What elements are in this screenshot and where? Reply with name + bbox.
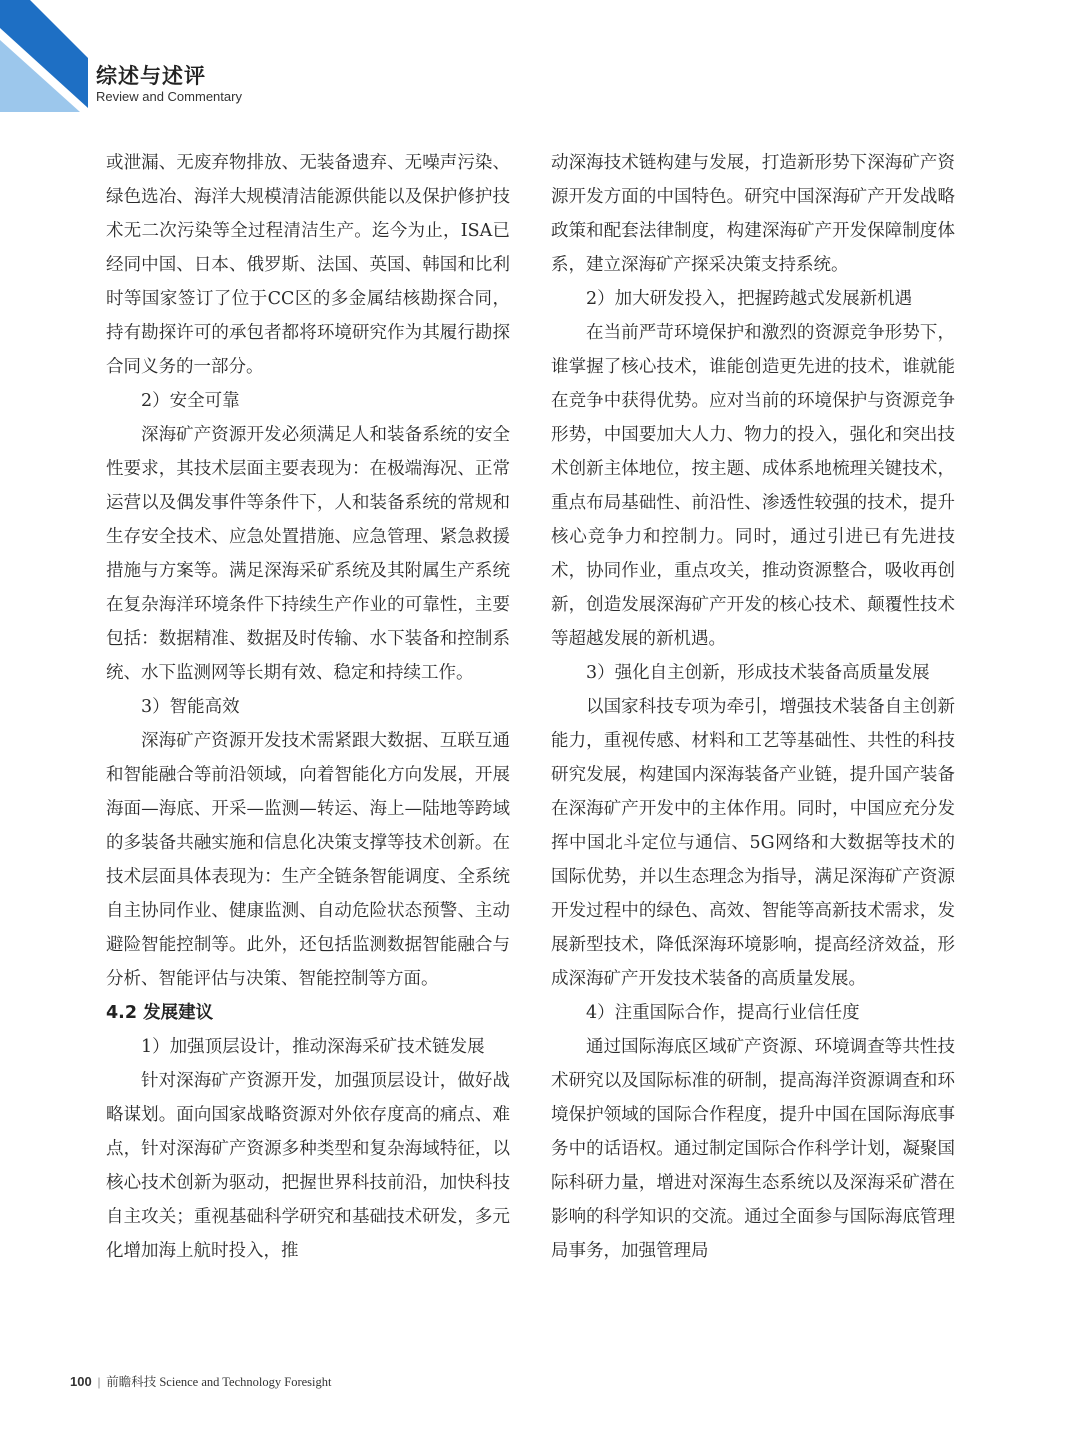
right-column xyxy=(551,146,955,1351)
paragraph: 在当前严苛环境保护和激烈的资源竞争形势下，谁掌握了核心技术，谁能创造更先进的技术，谁就能在竞争中获得优势。应对当前的环境保护与资源竞争形势，中国要加大人力、物力的投入，强化和突出技术创新主体地位，按主题、成体系地梳理关键技术，重点布局基础性、前沿性、渗透性较强的技术，提升核心竞争力和控制力。同时，通过引进已有先进技术，协同作业，重点攻关，推动资源整合，吸收再创新，创造发展深海矿产开发的核心技术、颠覆性技术等超越发展的新机遇。 xyxy=(551,323,955,649)
journal-name-en: Science and Technology Foresight xyxy=(159,1375,332,1389)
paragraph: 针对深海矿产资源开发，加强顶层设计，做好战略谋划。面向国家战略资源对外依存度高的痛点、难点，针对深海矿产资源多种类型和复杂海域特征，以核心技术创新为驱动，把握世界科技前沿，加快科技自主攻关；重视基础科学研究和基础技术研发，多元化增加海上航时投入，推 xyxy=(106,1071,510,1261)
section-heading: 4.2 发展建议 xyxy=(106,1003,214,1023)
corner-decoration xyxy=(0,0,100,112)
section-title: 综述与述评 xyxy=(96,64,206,88)
paragraph: 动深海技术链构建与发展，打造新形势下深海矿产资源开发方面的中国特色。研究中国深海矿产开发战略政策和配套法律制度，构建深海矿产开发保障制度体系，建立深海矿产探采决策支持系统。 xyxy=(551,153,955,275)
left-column xyxy=(106,146,510,1351)
paragraph: 以国家科技专项为牵引，增强技术装备自主创新能力，重视传感、材料和工艺等基础性、共性的科技研究发展，构建国内深海装备产业链，提升国产装备在深海矿产开发中的主体作用。同时，中国应充分发挥中国北斗定位与通信、5G网络和大数据等技术的国际优势，并以生态理念为指导，满足深海矿产资源开发过程中的绿色、高效、智能等高新技术需求，发展新型技术，降低深海环境影响，提高经济效益，形成深海矿产开发技术装备的高质量发展。 xyxy=(551,697,955,989)
paragraph: 深海矿产资源开发必须满足人和装备系统的安全性要求，其技术层面主要表现为：在极端海况、正常运营以及偶发事件等条件下，人和装备系统的常规和生存安全技术、应急处置措施、应急管理、紧急救援措施与方案等。满足深海采矿系统及其附属生产系统在复杂海洋环境条件下持续生产作业的可靠性，主要包括：数据精准、数据及时传输、水下装备和控制系统、水下监测网等长期有效、稳定和持续工作。 xyxy=(106,425,510,683)
footer-separator: | xyxy=(97,1375,101,1389)
subheading: 4）注重国际合作，提高行业信任度 xyxy=(586,1003,860,1023)
subheading: 2）加大研发投入，把握跨越式发展新机遇 xyxy=(586,289,913,309)
subheading: 1）加强顶层设计，推动深海采矿技术链发展 xyxy=(141,1037,485,1057)
subheading: 3）智能高效 xyxy=(141,697,240,717)
paragraph: 深海矿产资源开发技术需紧跟大数据、互联互通和智能融合等前沿领域，向着智能化方向发展，开展海面—海底、开采—监测—转运、海上—陆地等跨域的多装备共融实施和信息化决策支撑等技术创新。在技术层面具体表现为：生产全链条智能调度、全系统自主协同作业、健康监测、自动危险状态预警、主动避险智能控制等。此外，还包括监测数据智能融合与分析、智能评估与决策、智能控制等方面。 xyxy=(106,731,510,989)
paragraph: 通过国际海底区域矿产资源、环境调查等共性技术研究以及国际标准的研制，提高海洋资源调查和环境保护领域的国际合作程度，提升中国在国际海底事务中的话语权。通过制定国际合作科学计划，凝聚国际科研力量，增进对深海生态系统以及深海采矿潜在影响的科学知识的交流。通过全面参与国际海底管理局事务，加强管理局 xyxy=(551,1037,955,1261)
journal-name-cn: 前瞻科技 xyxy=(106,1375,157,1389)
page-number: 100 xyxy=(70,1374,92,1389)
paragraph: 或泄漏、无废弃物排放、无装备遗弃、无噪声污染、绿色选冶、海洋大规模清洁能源供能以及保护修护技术无二次污染等全过程清洁生产。迄今为止，ISA已经同中国、日本、俄罗斯、法国、英国、韩国和比利时等国家签订了位于CC区的多金属结核勘探合同，持有勘探许可的承包者都将环境研究作为其履行勘探合同义务的一部分。 xyxy=(106,153,510,377)
page-footer xyxy=(70,1372,331,1390)
subheading: 2）安全可靠 xyxy=(141,391,240,411)
subheading: 3）强化自主创新，形成技术装备高质量发展 xyxy=(586,663,930,683)
section-subtitle: Review and Commentary xyxy=(96,89,242,104)
